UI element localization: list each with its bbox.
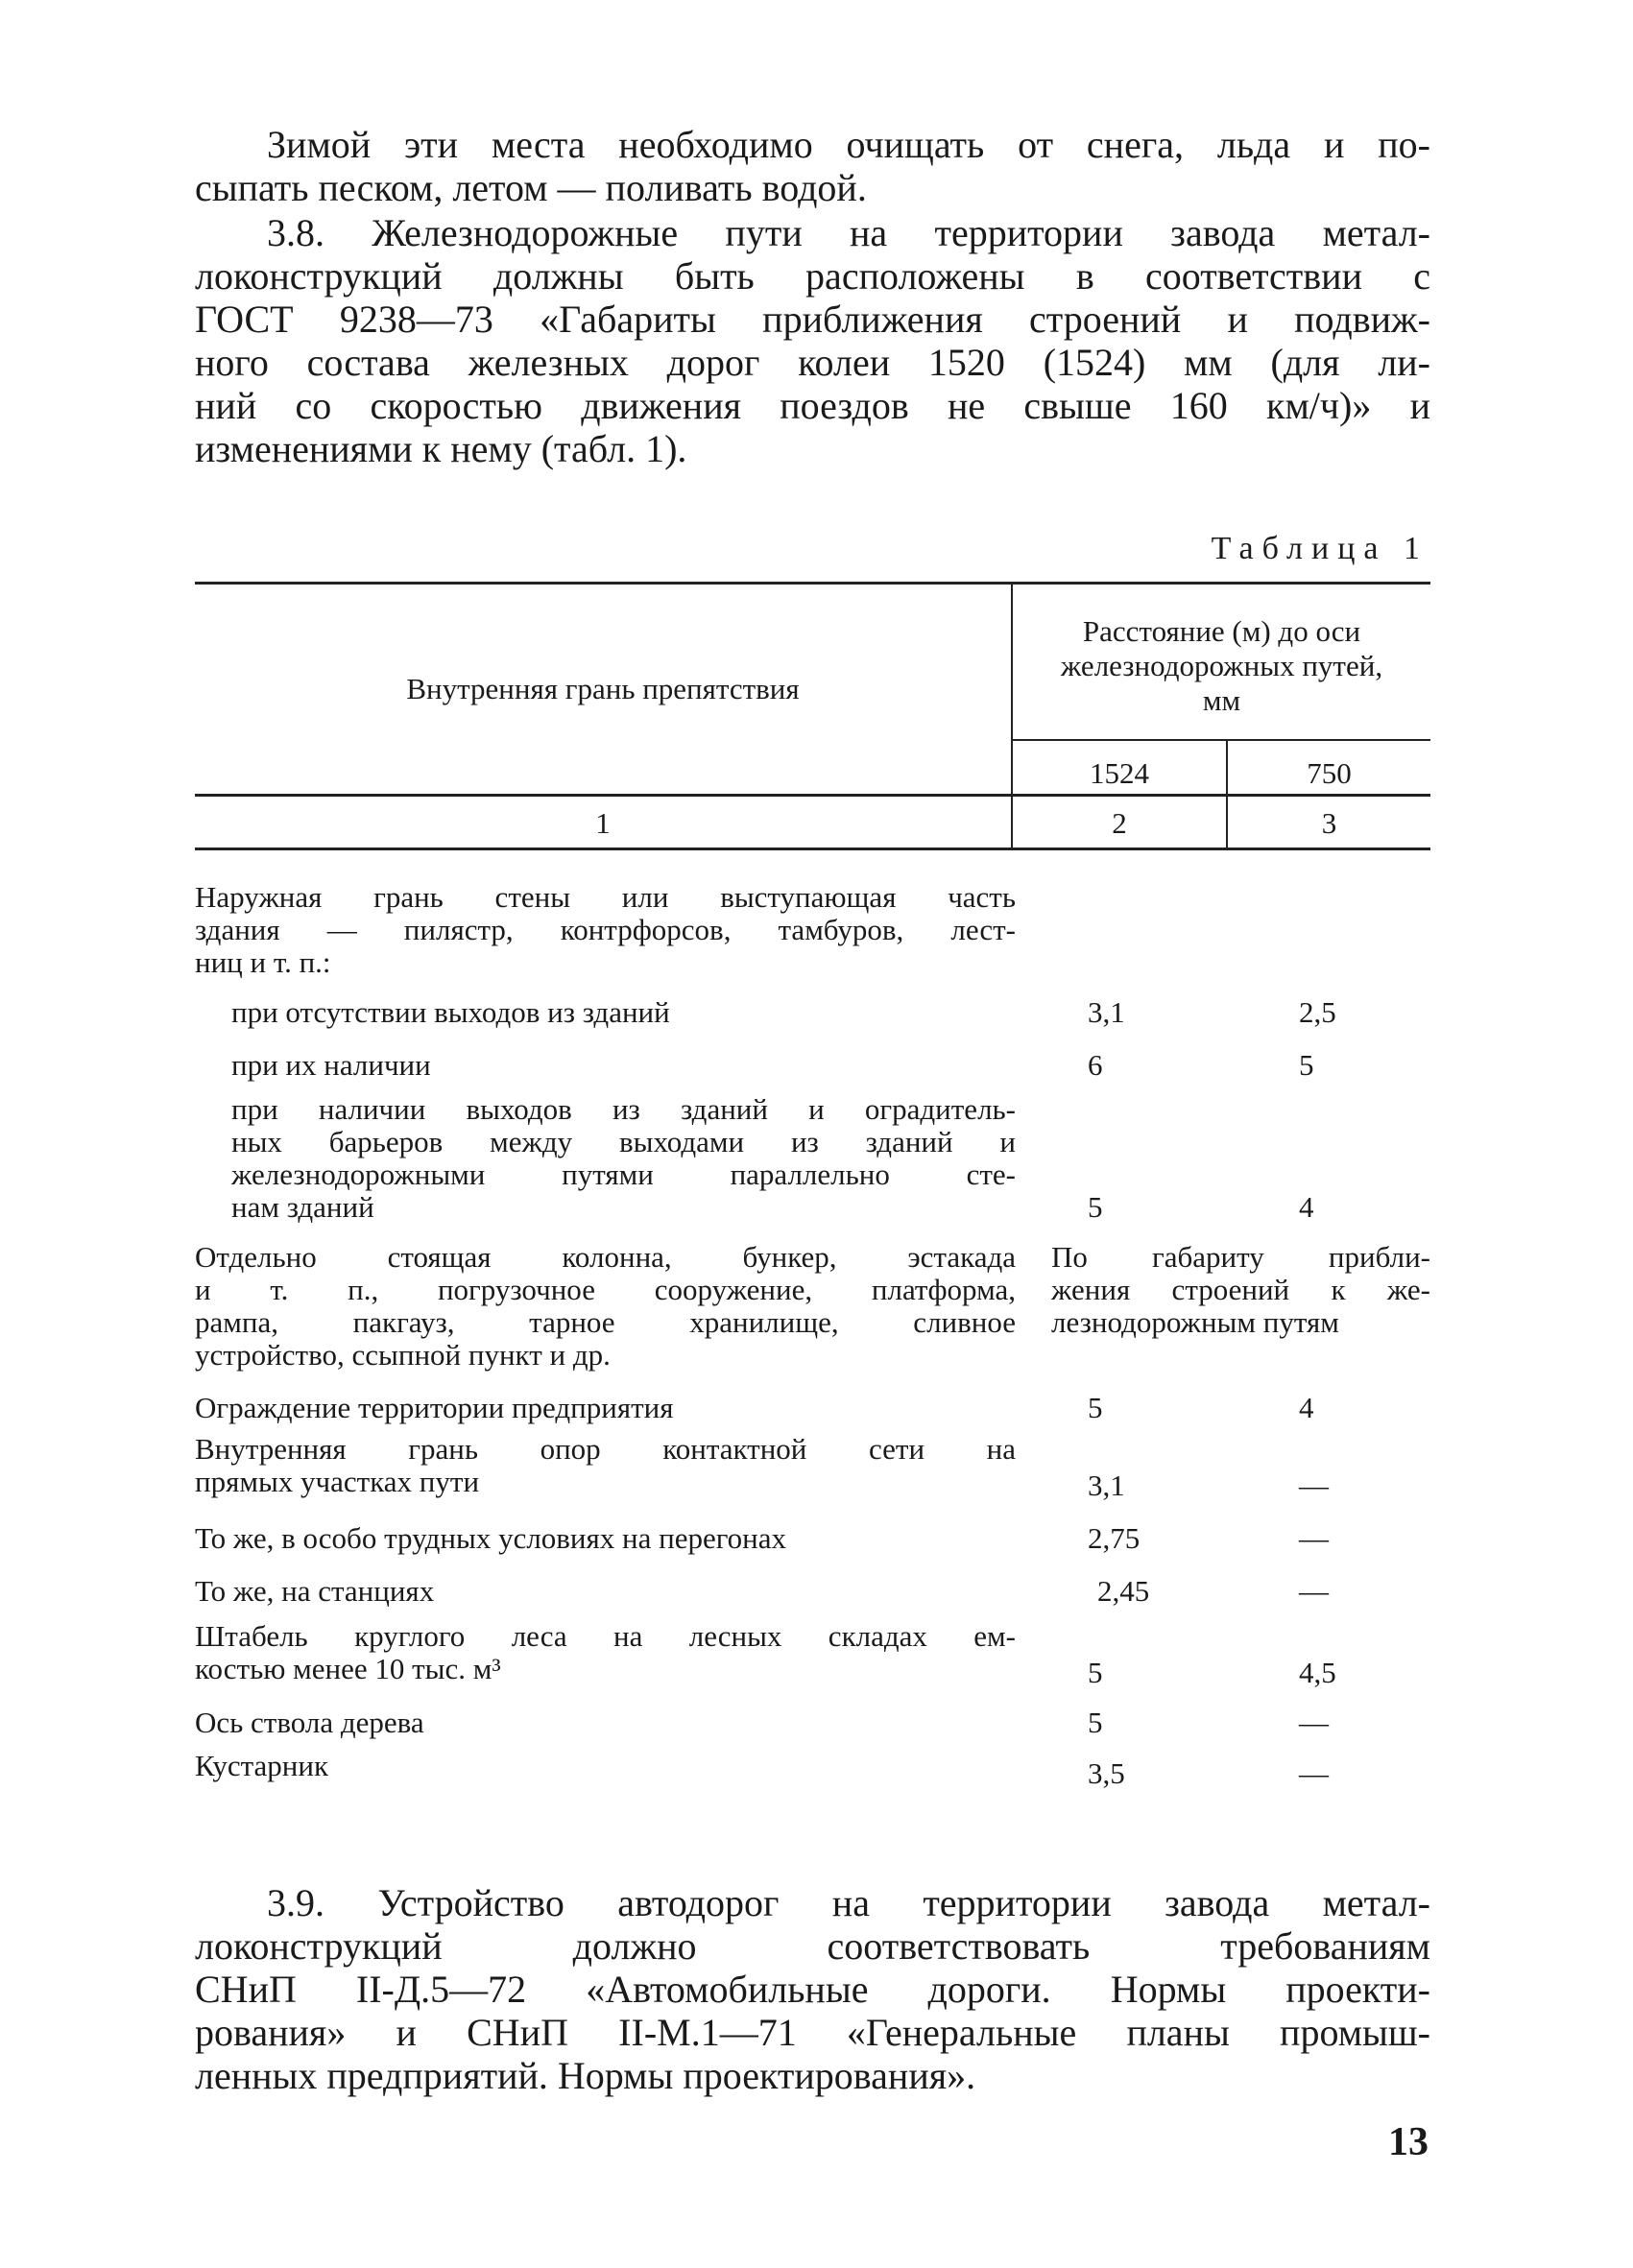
row-label-line: Внутренняя грань опор контактной сети на — [195, 1432, 1016, 1466]
value-750: 4 — [1299, 1391, 1314, 1424]
paragraph-3-9 — [195, 1881, 1430, 2097]
p39-line: 3.9. Устройство автодорог на территории завода метал- — [267, 1881, 1430, 1924]
row-label-line: устройство, ссыпной пункт и др. — [195, 1338, 611, 1372]
intro-line: Зимой эти места необходимо очищать от снега, льда и по- — [267, 123, 1430, 166]
row-label — [231, 1093, 1016, 1224]
table-col-number-1: 1 — [595, 806, 611, 840]
value-1524: 2,45 — [1097, 1574, 1150, 1608]
header-group-line: мм — [1202, 683, 1241, 717]
value-750: — — [1299, 1521, 1329, 1555]
value-750: 4 — [1299, 1190, 1314, 1224]
value-750: — — [1299, 1574, 1329, 1608]
value-1524: 5 — [1088, 1391, 1103, 1424]
row-label-line: То же, в особо трудных условиях на перегонах — [195, 1521, 787, 1555]
value-750: — — [1299, 1756, 1329, 1790]
value-1524: 5 — [1088, 1706, 1103, 1739]
table-numbers-bottom-rule — [195, 848, 1430, 850]
value-1524: 3,1 — [1088, 995, 1125, 1029]
p38-line: локонструкций должны быть расположены в соответствии с — [195, 254, 1430, 298]
row-label — [195, 1575, 1016, 1608]
value-span-cell — [1051, 1241, 1430, 1339]
value-1524: 3,1 — [1088, 1468, 1125, 1502]
row-label-line: ниц и т. п.: — [195, 945, 331, 979]
span-cell-line: жения строений к же- — [1051, 1273, 1430, 1306]
row-label-line: нам зданий — [231, 1190, 374, 1224]
row-label-line: прямых участках пути — [195, 1465, 480, 1498]
p39-line: рования» и СНиП II-М.1—71 «Генеральные планы промыш- — [195, 2011, 1430, 2054]
row-label — [195, 1620, 1016, 1685]
row-label — [195, 1750, 1016, 1782]
row-label-line: То же, на станциях — [195, 1574, 435, 1608]
value-750: 5 — [1299, 1048, 1314, 1082]
row-label-line: ных барьеров между выходами из зданий и — [231, 1125, 1016, 1158]
row-label-line: Ось ствола дерева — [195, 1706, 424, 1739]
table-header-750: 750 — [1307, 756, 1352, 790]
row-label — [195, 1392, 1016, 1424]
p38-line: ний со скоростью движения поездов не свыше 160 км/ч)» и — [195, 384, 1430, 427]
p39-line: ленных предприятий. Нормы проектирования». — [195, 2054, 976, 2097]
row-label — [195, 881, 1016, 979]
row-label-line: Отдельно стоящая колонна, бункер, эстакада — [195, 1240, 1016, 1274]
table-caption: Таблица 1 — [1211, 531, 1429, 566]
row-label-line: Наружная грань стены или выступающая часть — [195, 880, 1016, 914]
table-subheader-rule — [1013, 739, 1430, 741]
value-1524: 6 — [1088, 1048, 1103, 1082]
p39-line: СНиП II-Д.5—72 «Автомобильные дороги. Нормы проекти- — [195, 1968, 1430, 2011]
row-label-line: Кустарник — [195, 1749, 329, 1782]
row-label-line: железнодорожными путями параллельно сте- — [231, 1158, 1016, 1191]
table-header-1524: 1524 — [1090, 756, 1149, 790]
intro-paragraph — [195, 123, 1430, 209]
row-label-line: Ограждение территории предприятия — [195, 1391, 674, 1424]
row-label-line: рампа, пакгауз, тарное хранилище, сливное — [195, 1305, 1016, 1339]
row-label-line: при наличии выходов из зданий и оградитель- — [231, 1092, 1016, 1126]
p38-line: ного состава железных дорог колеи 1520 (1524) мм (для ли- — [195, 341, 1430, 384]
p38-line: ГОСТ 9238—73 «Габариты приближения строений и подвиж- — [195, 298, 1430, 341]
table-col-number-2: 2 — [1112, 806, 1127, 840]
table-col-number-3: 3 — [1321, 806, 1337, 840]
row-label-line: Штабель круглого леса на лесных складах ем- — [195, 1619, 1016, 1653]
header-group-line: железнодорожных путей, — [1060, 649, 1383, 682]
value-750: — — [1299, 1706, 1329, 1739]
value-750: 2,5 — [1299, 995, 1336, 1029]
table-header-bottom-rule — [195, 794, 1430, 797]
row-label-line: и т. п., погрузочное сооружение, платформа, — [195, 1273, 1016, 1306]
p39-line: локонструкций должно соответствовать требованиям — [195, 1924, 1430, 1968]
row-label — [195, 1707, 1016, 1739]
table-top-rule — [195, 582, 1430, 585]
header-group-line: Расстояние (м) до оси — [1082, 614, 1361, 648]
row-label-line: костью менее 10 тыс. м³ — [195, 1652, 501, 1685]
table-header-distance-group — [1013, 614, 1430, 718]
row-label — [195, 1522, 1016, 1555]
row-label — [195, 1433, 1016, 1498]
paragraph-3-8 — [195, 211, 1430, 470]
value-1524: 3,5 — [1088, 1756, 1125, 1790]
p38-line: 3.8. Железнодорожные пути на территории завода метал- — [267, 211, 1430, 254]
span-cell-line: лезнодорожным путям — [1051, 1305, 1339, 1339]
row-label-line: при их наличии — [231, 1048, 431, 1082]
row-label — [231, 1049, 1016, 1082]
span-cell-line: По габариту прибли- — [1051, 1240, 1430, 1274]
page-number: 13 — [1388, 2120, 1429, 2164]
row-label-line: при отсутствии выходов из зданий — [231, 995, 670, 1029]
value-1524: 5 — [1088, 1190, 1103, 1224]
row-label — [195, 1241, 1016, 1372]
p38-line: изменениями к нему (табл. 1). — [195, 427, 687, 470]
table-header-obstacle: Внутренняя грань препятствия — [406, 672, 800, 705]
intro-line: сыпать песком, летом — поливать водой. — [195, 166, 867, 209]
value-1524: 5 — [1088, 1656, 1103, 1689]
value-750: — — [1299, 1468, 1329, 1502]
row-label-line: здания — пилястр, контрфорсов, тамбуров, лест- — [195, 913, 1016, 946]
row-label — [231, 996, 1016, 1029]
value-750: 4,5 — [1299, 1656, 1336, 1689]
value-1524: 2,75 — [1088, 1521, 1141, 1555]
